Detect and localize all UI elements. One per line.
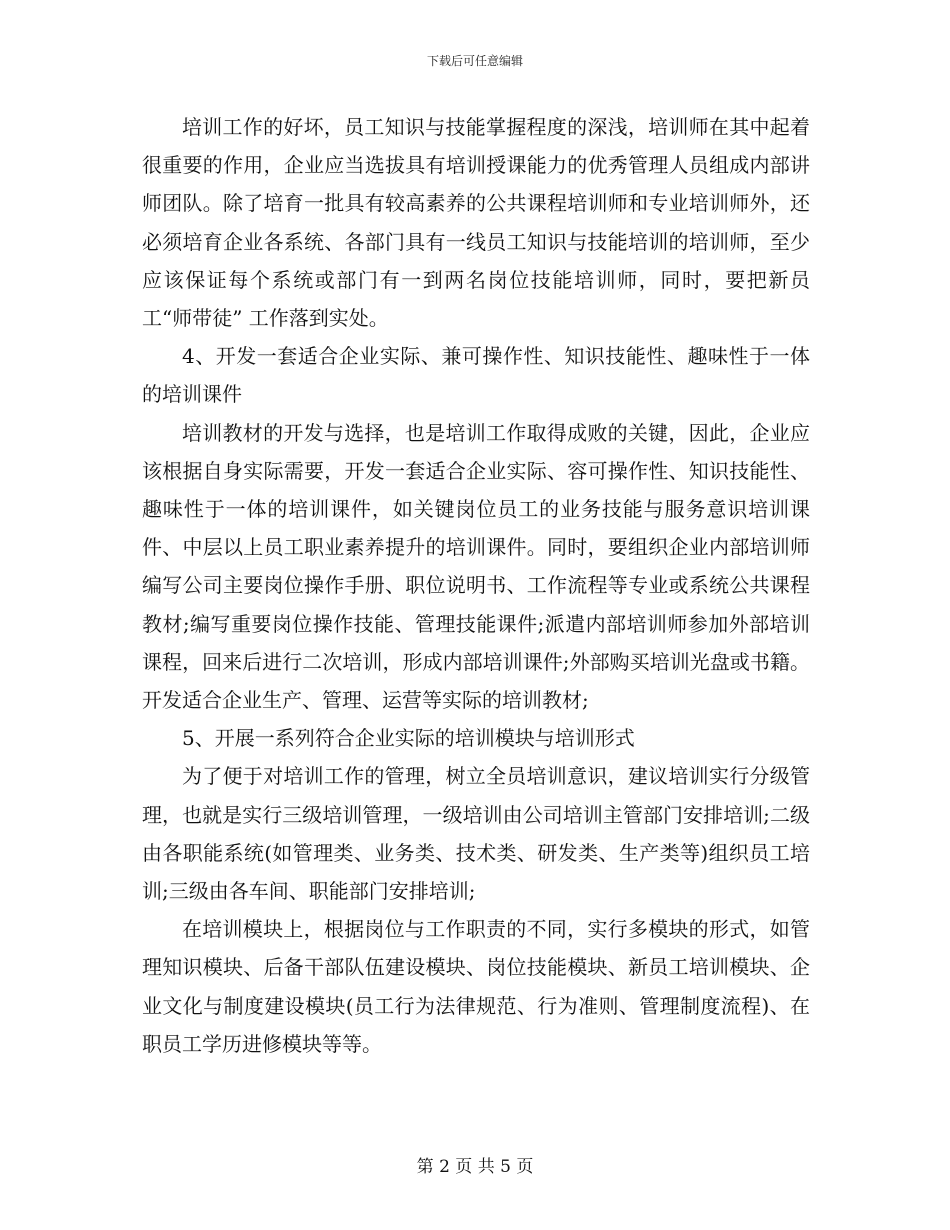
page-number: 第 2 页 共 5 页 bbox=[416, 1157, 534, 1177]
page-header: 下载后可任意编辑 bbox=[426, 54, 523, 68]
paragraph-trainer-team: 培训工作的好坏，员工知识与技能掌握程度的深浅，培训师在其中起着很重要的作用，企业应当选拔具有培训授课能力的优秀管理人员组成内部讲师团队。除了培育一批具有较高素养的公共课程培训师和专业培训师外，还必须培育企业各系统、各部门具有一线员工知识与技能培训的培训师，至少应该保证每个系统或部门有一到两名岗位技能培训师，同时，要把新员工“师带徒” 工作落到实处。 bbox=[142, 115, 810, 331]
heading-section-4: 4、开发一套适合企业实际、兼可操作性、知识技能性、趣味性于一体的培训课件 bbox=[142, 344, 810, 407]
paragraph-training-modules: 在培训模块上，根据岗位与工作职责的不同，实行多模块的形式，如管理知识模块、后备干部队伍建设模块、岗位技能模块、新员工培训模块、企业文化与制度建设模块(员工行为法律规范、行为准则、管理制度流程)、在职员工学历进修模块等等。 bbox=[142, 917, 810, 1056]
paragraph-courseware: 培训教材的开发与选择，也是培训工作取得成败的关键，因此，企业应该根据自身实际需要，开发一套适合企业实际、容可操作性、知识技能性、趣味性于一体的培训课件，如关键岗位员工的业务技能与服务意识培训课件、中层以上员工职业素养提升的培训课件。同时，要组织企业内部培训师编写公司主要岗位操作手册、职位说明书、工作流程等专业或系统公共课程教材;编写重要岗位操作技能、管理技能课件;派遣内部培训师参加外部培训课程，回来后进行二次培训，形成内部培训课件;外部购买培训光盘或书籍。开发适合企业生产、管理、运营等实际的培训教材; bbox=[142, 420, 810, 713]
paragraph-tiered-management: 为了便于对培训工作的管理，树立全员培训意识，建议培训实行分级管理，也就是实行三级培训管理，一级培训由公司培训主管部门安排培训;二级由各职能系统(如管理类、业务类、技术类、研发类、生产类等)组织员工培训;三级由各车间、职能部门安排培训; bbox=[142, 764, 810, 904]
document-body bbox=[142, 108, 810, 1063]
heading-section-5: 5、开展一系列符合企业实际的培训模块与培训形式 bbox=[182, 726, 635, 751]
